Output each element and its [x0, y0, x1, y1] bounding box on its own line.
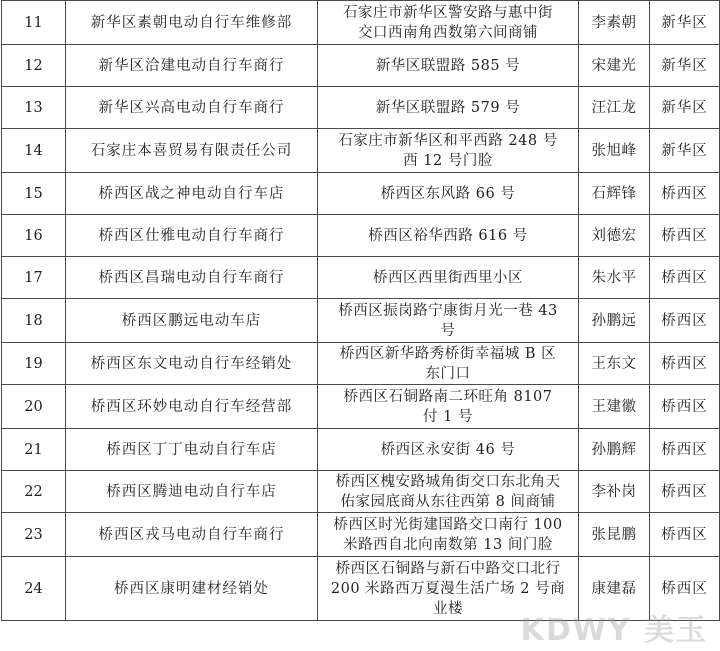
address-line: 桥西区振岗路宁康街月光一巷 43 — [338, 302, 558, 319]
table-row — [2, 299, 720, 343]
contact-person: 朱水平 — [579, 257, 650, 299]
row-number: 15 — [2, 173, 66, 215]
shop-address — [318, 45, 579, 87]
shop-name: 石家庄本喜贸易有限责任公司 — [66, 129, 318, 173]
district: 桥西区 — [650, 385, 720, 429]
row-number: 24 — [2, 557, 66, 621]
shop-name: 桥西区东文电动自行车经销处 — [66, 343, 318, 385]
address-line: 桥西区时光街建国路交口南行 100 — [333, 516, 563, 533]
contact-person: 李素朝 — [579, 1, 650, 45]
shop-address — [318, 299, 579, 343]
table-row — [2, 257, 720, 299]
shop-name: 新华区洽建电动自行车商行 — [66, 45, 318, 87]
shop-name: 桥西区腾迪电动自行车店 — [66, 471, 318, 513]
district: 新华区 — [650, 45, 720, 87]
district: 新华区 — [650, 1, 720, 45]
contact-person: 张昆鹏 — [579, 513, 650, 557]
address-line: 桥西区东风路 66 号 — [380, 185, 516, 202]
address-line: 石家庄市新华区警安路与惠中街 — [343, 4, 553, 21]
dealer-table — [1, 0, 720, 621]
table-row — [2, 429, 720, 471]
table-row — [2, 385, 720, 429]
address-line: 桥西区新华路秀桥街幸福城 B 区 — [339, 345, 557, 362]
shop-address — [318, 513, 579, 557]
shop-address — [318, 215, 579, 257]
address-line: 业楼 — [433, 600, 463, 617]
watermark-logo: KDWY 美玉 — [520, 613, 708, 648]
table-row — [2, 129, 720, 173]
shop-name: 桥西区戎马电动自行车商行 — [66, 513, 318, 557]
contact-person: 刘德宏 — [579, 215, 650, 257]
district: 桥西区 — [650, 471, 720, 513]
shop-address — [318, 87, 579, 129]
table-row — [2, 215, 720, 257]
contact-person: 宋建光 — [579, 45, 650, 87]
shop-name: 新华区素朝电动自行车维修部 — [66, 1, 318, 45]
shop-name: 桥西区丁丁电动自行车店 — [66, 429, 318, 471]
shop-address — [318, 429, 579, 471]
contact-person: 王建徽 — [579, 385, 650, 429]
address-line: 佑家园底商从东往西第 8 间商铺 — [340, 493, 556, 510]
row-number: 21 — [2, 429, 66, 471]
row-number: 14 — [2, 129, 66, 173]
contact-person: 孙鹏辉 — [579, 429, 650, 471]
row-number: 18 — [2, 299, 66, 343]
contact-person: 康建磊 — [579, 557, 650, 621]
address-line: 桥西区槐安路城角街交口东北角天 — [335, 473, 561, 490]
row-number: 17 — [2, 257, 66, 299]
row-number: 12 — [2, 45, 66, 87]
table-row — [2, 173, 720, 215]
table-row — [2, 471, 720, 513]
table-row — [2, 513, 720, 557]
row-number: 19 — [2, 343, 66, 385]
address-line: 付 1 号 — [423, 408, 473, 425]
contact-person: 汪江龙 — [579, 87, 650, 129]
address-line: 新华区联盟路 579 号 — [375, 99, 521, 116]
address-line: 桥西区石铜路与新石中路交口北行 — [335, 560, 561, 577]
district: 新华区 — [650, 129, 720, 173]
row-number: 20 — [2, 385, 66, 429]
table-row — [2, 45, 720, 87]
district: 新华区 — [650, 87, 720, 129]
address-line: 200 米路西万夏漫生活广场 2 号商 — [330, 580, 566, 597]
row-number: 11 — [2, 1, 66, 45]
district: 桥西区 — [650, 429, 720, 471]
row-number: 22 — [2, 471, 66, 513]
shop-name: 新华区兴高电动自行车商行 — [66, 87, 318, 129]
address-line: 米路西自北向南数第 13 间门脸 — [343, 536, 553, 553]
row-number: 16 — [2, 215, 66, 257]
shop-name: 桥西区康明建材经销处 — [66, 557, 318, 621]
contact-person: 孙鹏远 — [579, 299, 650, 343]
row-number: 13 — [2, 87, 66, 129]
contact-person: 王东文 — [579, 343, 650, 385]
district: 桥西区 — [650, 215, 720, 257]
address-line: 桥西区西里街西里小区 — [373, 269, 523, 286]
shop-address — [318, 343, 579, 385]
shop-address — [318, 385, 579, 429]
shop-address — [318, 257, 579, 299]
row-number: 23 — [2, 513, 66, 557]
dealer-table-body — [2, 1, 720, 621]
address-line: 交口西南角西数第六间商铺 — [358, 24, 538, 41]
address-line: 桥西区石铜路南二环旺角 8107 — [343, 388, 553, 405]
address-line: 石家庄市新华区和平西路 248 号 — [338, 132, 558, 149]
shop-address — [318, 1, 579, 45]
shop-address — [318, 557, 579, 621]
address-line: 东门口 — [425, 365, 471, 382]
district: 桥西区 — [650, 299, 720, 343]
table-row — [2, 87, 720, 129]
shop-name: 桥西区环妙电动自行车经营部 — [66, 385, 318, 429]
shop-name: 桥西区仕雅电动自行车商行 — [66, 215, 318, 257]
address-line: 号 — [440, 322, 456, 339]
shop-address — [318, 173, 579, 215]
shop-name: 桥西区昌瑞电动自行车商行 — [66, 257, 318, 299]
district: 桥西区 — [650, 557, 720, 621]
shop-name: 桥西区战之神电动自行车店 — [66, 173, 318, 215]
shop-address — [318, 129, 579, 173]
contact-person: 张旭峰 — [579, 129, 650, 173]
table-row — [2, 1, 720, 45]
address-line: 桥西区永安街 46 号 — [380, 441, 516, 458]
address-line: 新华区联盟路 585 号 — [375, 57, 521, 74]
contact-person: 李补岗 — [579, 471, 650, 513]
district: 桥西区 — [650, 257, 720, 299]
contact-person: 石辉锋 — [579, 173, 650, 215]
address-line: 桥西区裕华西路 616 号 — [368, 227, 528, 244]
table-row — [2, 343, 720, 385]
table-row — [2, 557, 720, 621]
address-line: 西 12 号门脸 — [403, 152, 493, 169]
district: 桥西区 — [650, 343, 720, 385]
shop-name: 桥西区鹏远电动车店 — [66, 299, 318, 343]
district: 桥西区 — [650, 173, 720, 215]
shop-address — [318, 471, 579, 513]
district: 桥西区 — [650, 513, 720, 557]
